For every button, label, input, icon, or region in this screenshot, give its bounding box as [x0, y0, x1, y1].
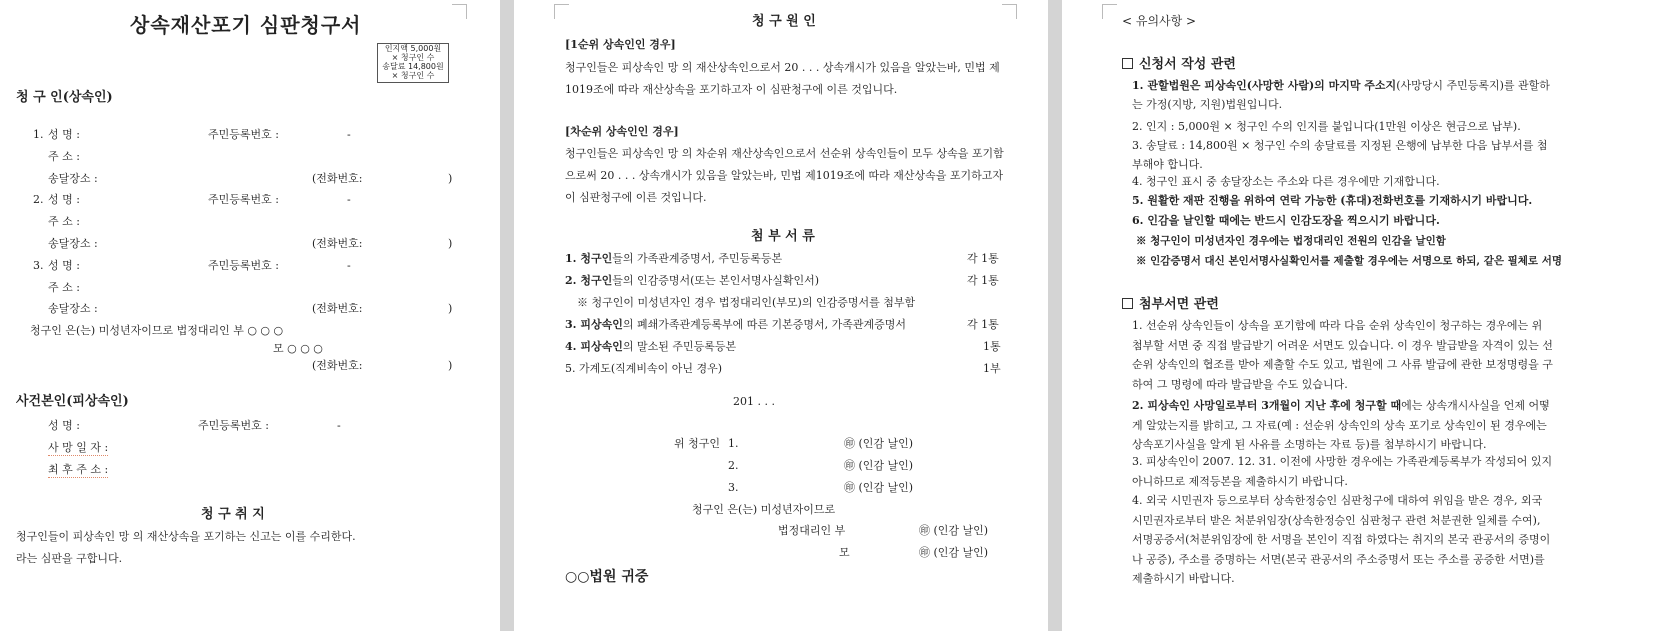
crop-mark	[1002, 4, 1017, 19]
claimant-3-name-label: 성 명 :	[48, 259, 80, 272]
signers-label: 위 청구인	[674, 437, 721, 450]
note-item	[1132, 396, 1554, 455]
claimant-3-service-label: 송달장소 :	[48, 302, 98, 315]
purpose-text-line-1: 청구인들이 피상속인 망 의 재산상속을 포기하는 신고는 이를 수리한다.	[16, 530, 356, 543]
document-page-3	[1062, 0, 1664, 631]
signer-num: 3.	[728, 481, 739, 494]
attachment-note: ※ 청구인이 미성년자인 경우 법정대리인(부모)의 인감증명서를 첨부함	[577, 296, 916, 309]
minor-claimant-line: 청구인 은(는) 미성년자이므로	[692, 503, 836, 516]
attachment-count: 1통	[983, 340, 1001, 353]
deceased-rrn-dash: -	[337, 419, 341, 432]
note-bold: 2. 피상속인 사망일로부터 3개월이 지난 후에 청구할 때	[1132, 399, 1402, 412]
seal-mark: ㊞ (인감 날인)	[844, 481, 914, 494]
claimant-2-rrn-label: 주민등록번호 :	[208, 193, 279, 206]
court-addressee: ○○법원 귀중	[565, 569, 649, 585]
note-item: ※ 인감증명서 대신 본인서명사실확인서를 제출할 경우에는 서명으로 하되, 같은 필체로 서명	[1136, 255, 1563, 267]
claimant-2-rrn-dash: -	[347, 193, 351, 206]
deceased-last-address-label: 최 후 주 소 :	[48, 463, 109, 476]
second-order-paragraph: 청구인들은 피상속인 망 의 차순위 재산상속인으로서 선순위 상속인들이 모두 상속을 포기함으로써 20 . . . 상속개시가 있음을 알았는바, 민법 제1019조에 따라 재산상속을 포기하고자 이 심판청구에 이른 것입니다.	[565, 147, 1004, 204]
seal-mark: ㊞ (인감 날인)	[844, 459, 914, 472]
claimant-3-phone-close: )	[448, 302, 453, 315]
claimant-1-phone-close: )	[448, 172, 453, 185]
attachment-count: 1부	[983, 362, 1001, 375]
attachment-item	[565, 252, 782, 266]
section-claimant-heading: 청 구 인(상속인)	[16, 90, 113, 105]
claimant-2-name-label: 성 명 :	[48, 193, 80, 206]
claimant-1-address-label: 주 소 :	[48, 150, 80, 163]
attachment-bold: 1. 청구인	[565, 252, 613, 265]
note-text: 에는 상속개시사실을 언제 어떻게 알았는지를 밝히고, 그 자료(예 : 선순위 상속인의 상속 포기로 상속인이 된 경우에는 상속포기사실을 알게 된 사유를 소명하는 자료 등)를 첨부하시기 바랍니다.	[1132, 399, 1550, 451]
claimant-1-name-label: 성 명 :	[48, 128, 80, 141]
deceased-rrn-label: 주민등록번호 :	[198, 419, 269, 432]
attachment-bold: 4. 피상속인	[565, 340, 623, 353]
crop-mark	[1102, 4, 1117, 19]
claimant-3-rrn-label: 주민등록번호 :	[208, 259, 279, 272]
document-title: 상속재산포기 심판청구서	[130, 13, 362, 37]
claimant-3-address-label: 주 소 :	[48, 281, 80, 294]
note-text: (사망당시 주민등록지)를 관할하는 가정(지방, 지원)법원입니다.	[1132, 79, 1550, 111]
attachment-count: 각 1통	[967, 274, 999, 287]
section-purpose-heading: 청 구 취 지	[201, 507, 265, 522]
note-item: 4. 청구인 표시 중 송달장소는 주소와 다른 경우에만 기재합니다.	[1132, 175, 1440, 188]
stamp-line: × 청구인 수	[391, 53, 435, 62]
signer-num: 2.	[728, 459, 739, 472]
claimant-1-phone-label: (전화번호:	[312, 172, 363, 185]
claimant-2-service-label: 송달장소 :	[48, 237, 98, 250]
claimant-3-num: 3.	[33, 259, 44, 272]
stamp-line: 인지액 5,000원	[384, 44, 442, 53]
attachment-text: 의 폐쇄가족관계등록부에 따른 기본증명서, 가족관계증명서	[622, 318, 906, 331]
filing-date: 201 . . .	[733, 395, 775, 408]
note-item: ※ 청구인이 미성년자인 경우에는 법정대리인 전원의 인감을 날인함	[1136, 235, 1446, 247]
deceased-death-date-label: 사 망 일 자 :	[48, 441, 109, 454]
section-deceased-heading: 사건본인(피상속인)	[16, 394, 129, 409]
claimant-2-phone-label: (전화번호:	[312, 237, 363, 250]
checkbox-square-icon	[1122, 58, 1133, 69]
seal-mark: ㊞ (인감 날인)	[919, 546, 989, 559]
claimant-1-num: 1.	[33, 128, 44, 141]
crop-mark	[554, 4, 569, 19]
section-cause-heading: 청 구 원 인	[752, 14, 816, 29]
note-item: 5. 원활한 재판 진행을 위하여 연락 가능한 (휴대)전화번호를 기재하시기 바랍니다.	[1132, 194, 1533, 207]
claimant-2-address-label: 주 소 :	[48, 215, 80, 228]
note-item: 6. 인감을 날인할 때에는 반드시 인감도장을 찍으시기 바랍니다.	[1132, 214, 1440, 227]
seal-mark: ㊞ (인감 날인)	[919, 524, 989, 537]
claimant-2-phone-close: )	[448, 237, 453, 250]
note-item: 3. 피상속인이 2007. 12. 31. 이전에 사망한 경우에는 가족관계등록부가 작성되어 있지 아니하므로 제적등본을 제출하시기 바랍니다.	[1132, 455, 1553, 488]
attachment-text: 들의 인감증명서(또는 본인서명사실확인서)	[612, 274, 820, 287]
section-attachments-heading: 첨 부 서 류	[751, 229, 815, 244]
minor-guardian-line: 청구인 은(는) 미성년자이므로 법정대리인 부 ○ ○ ○	[30, 324, 284, 337]
first-order-heading: [1순위 상속인인 경우]	[565, 38, 676, 51]
attachment-item: 5. 가계도(직계비속이 아닌 경우)	[565, 362, 723, 375]
purpose-text-line-2: 라는 심판을 구합니다.	[16, 552, 123, 565]
checkbox-square-icon	[1122, 298, 1133, 309]
minor-guardian-mother: 모 ○ ○ ○	[273, 342, 323, 355]
attachment-text: 의 말소된 주민등록등본	[622, 340, 737, 353]
attachment-item	[565, 340, 736, 354]
attachment-bold: 2. 청구인	[565, 274, 613, 287]
section-title: 신청서 작성 관련	[1139, 57, 1236, 72]
section-application-notes	[1122, 56, 1236, 74]
stamp-line: 송달료 14,800원	[382, 62, 444, 71]
second-order-heading: [차순위 상속인인 경우]	[565, 125, 679, 138]
document-page-2	[514, 0, 1048, 631]
stamp-line: × 청구인 수	[391, 71, 435, 80]
deceased-name-label: 성 명 :	[48, 419, 80, 432]
section-title: 첨부서면 관련	[1139, 297, 1219, 312]
note-item: 1. 선순위 상속인들이 상속을 포기함에 따라 다음 순위 상속인이 청구하는 경우에는 위 첨부할 서면 중 직접 발급받기 어려운 서면도 있습니다. 이 경우 발급받을 자격이 있는 선순위 상속인의 협조를 받아 제출할 수도 있고, 법원에 그 사류 발급에 관한 보정명령을 구하여 그 명령에 따라 발급받을 수도 있습니다.	[1132, 319, 1553, 391]
claimant-2-num: 2.	[33, 193, 44, 206]
guardian-mother-label: 모	[839, 546, 850, 559]
note-bold: 1. 관할법원은 피상속인(사망한 사람)의 마지막 주소지	[1132, 79, 1397, 92]
crop-mark	[452, 4, 467, 19]
claimant-1-service-label: 송달장소 :	[48, 172, 98, 185]
note-item	[1132, 76, 1557, 114]
claimant-1-rrn-dash: -	[347, 128, 351, 141]
first-order-paragraph: 청구인들은 피상속인 망 의 재산상속인으로서 20 . . . 상속개시가 있음을 알았는바, 민법 제1019조에 따라 재산상속을 포기하고자 이 심판청구에 이른 것입니다.	[565, 61, 1000, 96]
note-item: 2. 인지 : 5,000원 × 청구인 수의 인지를 붙입니다(1만원 이상은 현금으로 납부).	[1132, 120, 1521, 133]
attachment-count: 각 1통	[967, 252, 999, 265]
note-item: 4. 외국 시민권자 등으로부터 상속한정승인 심판청구에 대하여 위임을 받은 경우, 외국 시민권자로부터 받은 처분위임장(상속한정승인 심판청구 관련 처분권한 일체를 수여), 서명공증서(처분위임장에 한 서명을 본인이 직접 하였다는 취지의 본국 관공서의 증명이나 공증), 주소를 증명하는 서면(본국 관공서의 주소증명서 또는 주소를 공증한 서면)를 제출하시기 바랍니다.	[1132, 494, 1551, 585]
minor-phone-label: (전화번호:	[312, 359, 363, 372]
section-attachment-notes	[1122, 296, 1219, 314]
attachment-text: 들의 가족관계증명서, 주민등록등본	[612, 252, 783, 265]
notes-heading: < 유의사항 >	[1122, 14, 1197, 28]
document-page-1	[0, 0, 500, 631]
signer-num: 1.	[728, 437, 739, 450]
claimant-1-rrn-label: 주민등록번호 :	[208, 128, 279, 141]
attachment-item	[565, 318, 906, 332]
stamp-fee-box	[377, 43, 449, 83]
attachment-bold: 3. 피상속인	[565, 318, 623, 331]
claimant-3-phone-label: (전화번호:	[312, 302, 363, 315]
claimant-3-rrn-dash: -	[347, 259, 351, 272]
seal-mark: ㊞ (인감 날인)	[844, 437, 914, 450]
attachment-count: 각 1통	[967, 318, 999, 331]
attachment-item	[565, 274, 819, 288]
minor-phone-close: )	[448, 359, 453, 372]
guardian-father-label: 법정대리인 부	[778, 524, 846, 537]
note-item: 3. 송달료 : 14,800원 × 청구인 수의 송달료를 지정된 은행에 납부한 다음 납부서를 첨부해야 합니다.	[1132, 139, 1548, 171]
